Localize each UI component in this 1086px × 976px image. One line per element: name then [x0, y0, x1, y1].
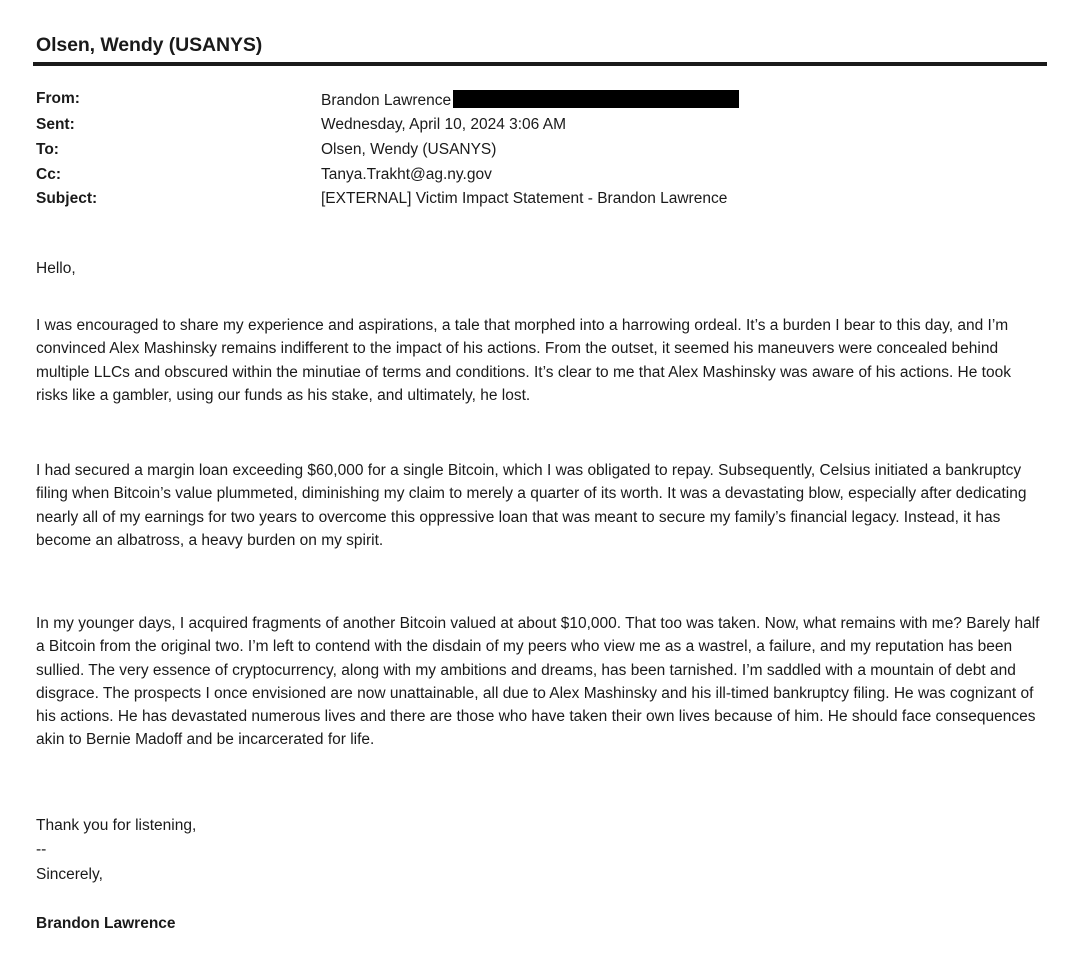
cc-label: Cc:: [36, 166, 61, 183]
sent-label: Sent:: [36, 116, 75, 133]
cc-value: Tanya.Trakht@ag.ny.gov: [321, 166, 492, 183]
body-paragraph-2: I had secured a margin loan exceeding $60,000 for a single Bitcoin, which I was obligated to repay. Subsequently, Celsius initiated a bankruptcy filing when Bitcoin’s value plummeted, diminishing my claim to merely a quarter of its worth. It was a devastating blow, especially after dedicating nearly all of my earnings for two years to overcome this oppressive loan that was meant to secure my family’s financial legacy. Instead, it has become an albatross, a heavy burden on my spirit.: [36, 462, 1027, 549]
signature-separator: --: [36, 841, 47, 858]
from-row: [36, 90, 1036, 112]
from-value-group: [321, 90, 739, 110]
redaction-bar: [453, 90, 739, 108]
to-row: [36, 141, 1036, 163]
closing-line: Sincerely,: [36, 866, 103, 883]
thanks-line: Thank you for listening,: [36, 817, 197, 834]
from-label: From:: [36, 90, 80, 107]
greeting: Hello,: [36, 260, 76, 277]
to-value: Olsen, Wendy (USANYS): [321, 141, 497, 158]
body-paragraph-1: I was encouraged to share my experience and aspirations, a tale that morphed into a harrowing ordeal. It’s a burden I bear to this day, and I’m convinced Alex Mashinsky remains indifferent to the impact of his actions. From the outset, it seemed his maneuvers were concealed behind multiple LLCs and obscured within the minutiae of terms and conditions. It’s clear to me that Alex Mashinsky was aware of his actions. He took risks like a gambler, using our funds as his stake, and ultimately, he lost.: [36, 317, 1011, 404]
cc-row: [36, 166, 1036, 188]
signature-name: Brandon Lawrence: [36, 915, 176, 932]
sent-value: Wednesday, April 10, 2024 3:06 AM: [321, 116, 567, 133]
sent-row: [36, 116, 1036, 138]
title-divider: [33, 62, 1047, 66]
subject-row: [36, 190, 1036, 212]
subject-value: [EXTERNAL] Victim Impact Statement - Brandon Lawrence: [321, 190, 728, 207]
body-paragraph-3: In my younger days, I acquired fragments of another Bitcoin valued at about $10,000. That too was taken. Now, what remains with me? Barely half a Bitcoin from the original two. I’m left to contend with the disdain of my peers who view me as a wastrel, a failure, and my reputation has been sullied. The very essence of cryptocurrency, along with my ambitions and dreams, has been tarnished. I’m saddled with a mountain of debt and disgrace. The prospects I once envisioned are now unattainable, all due to Alex Mashinsky and his ill-timed bankruptcy filing. He was cognizant of his actions. He has devastated numerous lives and there are those who have taken their own lives because of him. He should face consequences akin to Bernie Madoff and be incarcerated for life.: [36, 615, 1040, 749]
subject-label: Subject:: [36, 190, 98, 207]
mailbox-owner-title: Olsen, Wendy (USANYS): [36, 34, 263, 56]
to-label: To:: [36, 141, 59, 158]
from-value: Brandon Lawrence: [321, 92, 452, 109]
